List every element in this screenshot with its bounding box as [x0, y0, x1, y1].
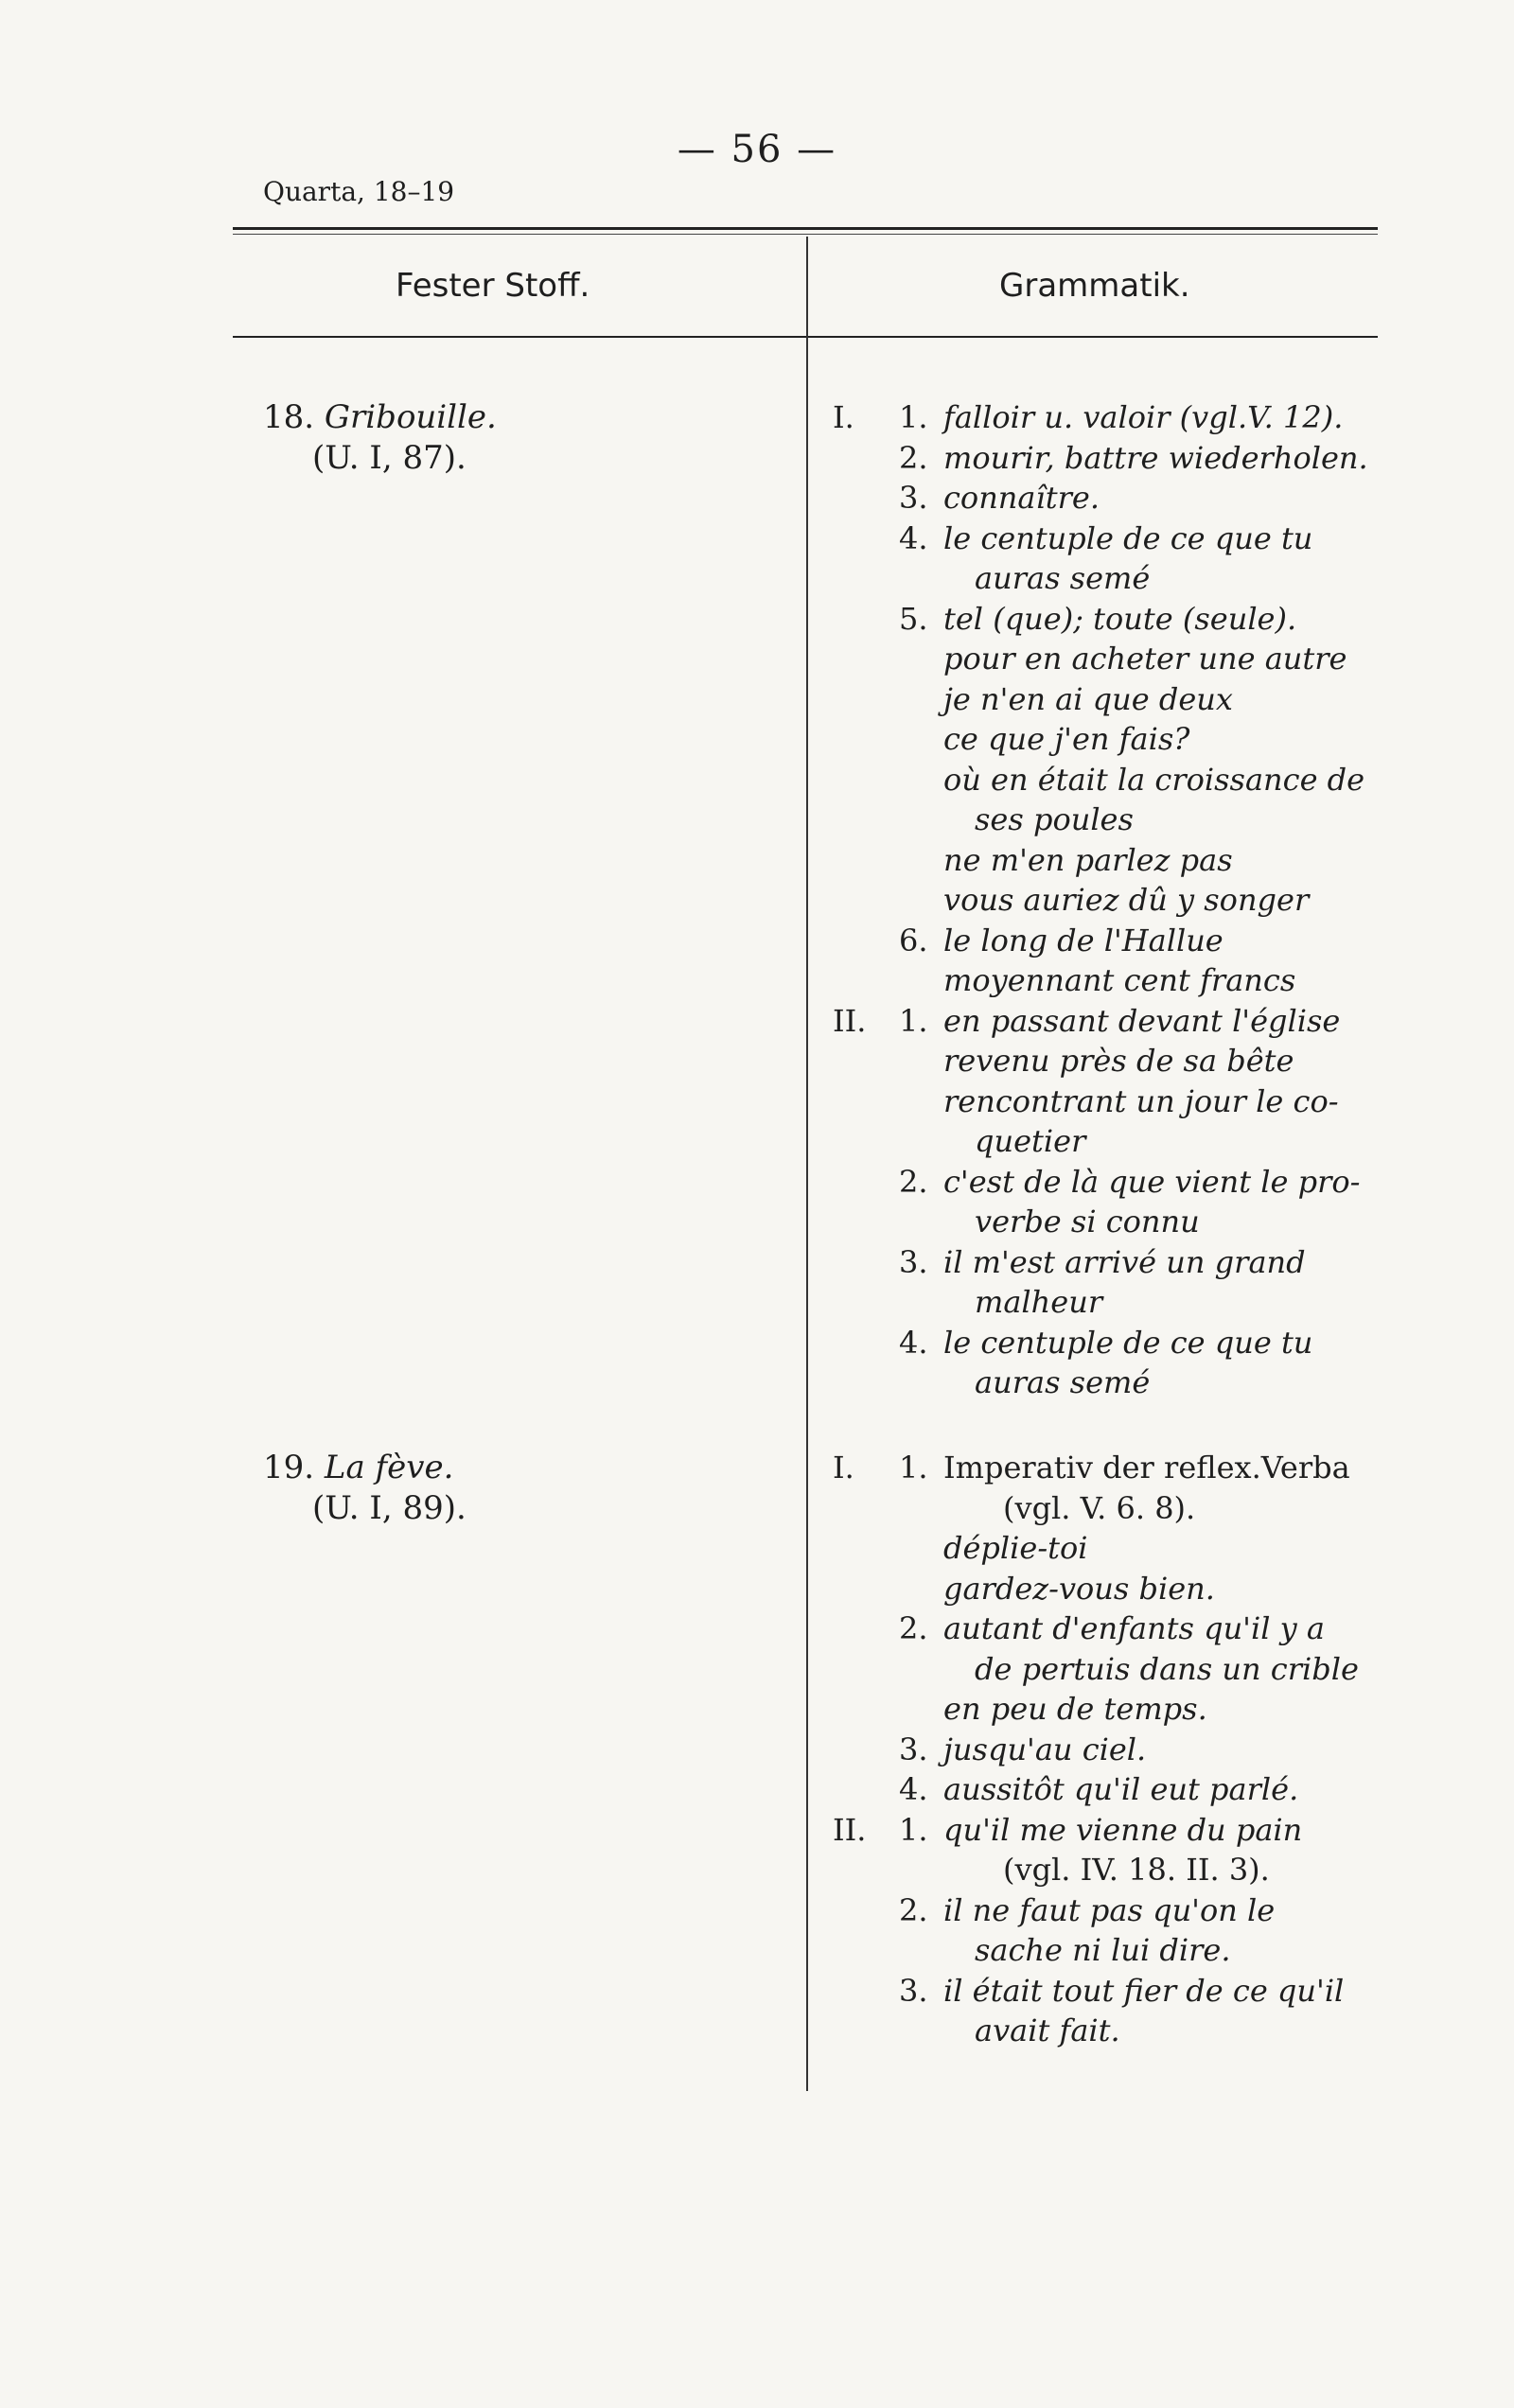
grammar-text: mourir, battre wiederholen.	[943, 439, 1368, 476]
grammar-text: avait fait.	[975, 2013, 1120, 2048]
item-number: 2.	[899, 439, 928, 476]
grammar-text: Imperativ der reflex.Verba	[943, 1450, 1350, 1485]
grammar-text: déplie-toi	[943, 1530, 1088, 1566]
item-number: 6.	[899, 922, 928, 958]
grammar-text: ne m'en parlez pas	[943, 841, 1233, 878]
column-heading-left: Fester Stoff.	[396, 267, 590, 305]
item-number: 4.	[899, 1771, 928, 1807]
entry-reference: (U. I, 87).	[312, 439, 467, 477]
item-number: 2.	[899, 1163, 928, 1200]
item-number: 3.	[899, 1731, 928, 1767]
grammar-text: ce que j'en fais?	[943, 721, 1190, 757]
grammar-text: gardez-vous bien.	[943, 1570, 1215, 1607]
page-number: — 56 —	[677, 128, 837, 171]
grammar-text: rencontrant un jour le co-	[943, 1082, 1339, 1119]
grammar-text: il m'est arrivé un grand	[943, 1243, 1306, 1280]
item-number: 4.	[899, 519, 928, 556]
item-number: 2.	[899, 1891, 928, 1928]
grammar-text: pour en acheter une autre	[943, 641, 1347, 677]
grammar-text: vous auriez dû y songer	[943, 882, 1310, 918]
item-number: 4.	[899, 1324, 928, 1361]
entry-name: Gribouille.	[324, 398, 497, 436]
column-heading-right: Grammatik.	[999, 267, 1190, 305]
entry-reference: (U. I, 89).	[312, 1489, 467, 1527]
section-reference: Quarta, 18–19	[263, 176, 455, 207]
roman-numeral: I.	[833, 1450, 854, 1485]
grammar-text: en peu de temps.	[943, 1691, 1207, 1727]
roman-numeral: II.	[833, 1811, 867, 1848]
grammar-text: falloir u. valoir (vgl.V. 12).	[943, 399, 1344, 435]
grammar-text: il était tout fier de ce qu'il	[943, 1972, 1345, 2009]
grammar-text: qu'il me vienne du pain	[943, 1811, 1303, 1848]
grammar-text: verbe si connu	[975, 1204, 1200, 1239]
grammar-text: malheur	[975, 1284, 1103, 1320]
item-number: 1.	[899, 1450, 928, 1485]
grammar-text: le long de l'Hallue	[943, 922, 1224, 958]
grammar-text: (vgl. V. 6. 8).	[1003, 1489, 1196, 1526]
grammar-text: en passant devant l'église	[943, 1002, 1341, 1039]
item-number: 2.	[899, 1610, 928, 1646]
grammar-text: je n'en ai que deux	[943, 680, 1233, 717]
grammar-text: moyennant cent francs	[943, 962, 1296, 998]
entry-number: 18.	[263, 398, 315, 436]
grammar-text: il ne faut pas qu'on le	[943, 1891, 1276, 1928]
grammar-text: auras semé	[975, 560, 1151, 596]
grammar-text: ses poules	[975, 801, 1134, 837]
grammar-text: (vgl. IV. 18. II. 3).	[1003, 1852, 1270, 1888]
grammar-text: tel (que); toute (seule).	[943, 600, 1297, 637]
grammar-text: sache ni lui dire.	[975, 1932, 1231, 1968]
grammar-text: de pertuis dans un crible	[975, 1650, 1359, 1687]
entry-number: 19.	[263, 1449, 315, 1486]
item-number: 3.	[899, 480, 928, 516]
grammar-text: connaître.	[943, 480, 1100, 516]
grammar-text: auras semé	[975, 1364, 1151, 1400]
column-divider	[806, 237, 808, 2091]
item-number: 3.	[899, 1972, 928, 2009]
header-rule	[233, 336, 1378, 338]
item-number: 1.	[899, 399, 928, 435]
roman-numeral: I.	[833, 399, 854, 435]
top-rule	[233, 227, 1378, 230]
grammar-text: le centuple de ce que tu	[943, 1324, 1313, 1361]
entry-title	[263, 1448, 453, 1488]
grammar-text: revenu près de sa bête	[943, 1043, 1294, 1079]
item-number: 1.	[899, 1811, 928, 1848]
grammar-text: le centuple de ce que tu	[943, 519, 1313, 556]
grammar-text: c'est de là que vient le pro-	[943, 1163, 1361, 1200]
roman-numeral: II.	[833, 1002, 867, 1039]
grammar-text: quetier	[975, 1123, 1086, 1159]
grammar-text: jusqu'au ciel.	[943, 1731, 1147, 1767]
entry-title	[263, 397, 497, 438]
item-number: 3.	[899, 1243, 928, 1280]
entry-name: La fève.	[324, 1449, 454, 1486]
grammar-text: où en était la croissance de	[943, 761, 1365, 798]
grammar-text: aussitôt qu'il eut parlé.	[943, 1771, 1299, 1807]
item-number: 5.	[899, 600, 928, 637]
item-number: 1.	[899, 1002, 928, 1039]
top-rule-thin	[233, 234, 1378, 235]
grammar-text: autant d'enfants qu'il y a	[943, 1610, 1325, 1646]
